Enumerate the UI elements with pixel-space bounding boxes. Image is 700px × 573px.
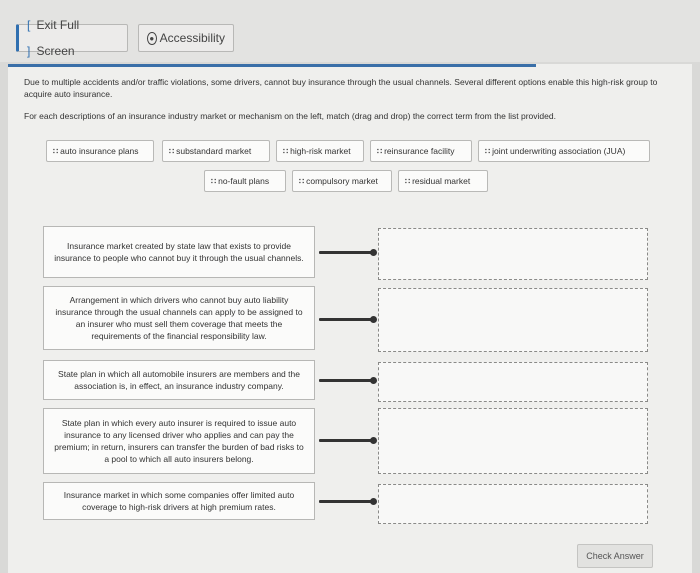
connector-line <box>319 251 375 254</box>
connector-line <box>319 379 375 382</box>
description-box: Insurance market in which some companies offer limited auto coverage to high-risk drivers at high premium rates. <box>43 482 315 520</box>
term-chip-residual-market[interactable]: ∷ residual market <box>398 170 488 192</box>
accessibility-icon: ● <box>147 32 157 45</box>
question-instructions: For each descriptions of an insurance industry market or mechanism on the left, match (drag and drop) the correct term from the list provided. <box>24 111 556 121</box>
drag-handle-icon: ∷ <box>169 147 174 156</box>
drag-handle-icon: ∷ <box>485 147 490 156</box>
description-box: Insurance market created by state law that exists to provide insurance to people who cannot buy it through the usual channels. <box>43 226 315 278</box>
drop-target-2[interactable] <box>378 288 648 352</box>
check-answer-button[interactable]: Check Answer <box>577 544 653 568</box>
drop-target-1[interactable] <box>378 228 648 280</box>
term-chip-auto-insurance-plans[interactable]: ∷ auto insurance plans <box>46 140 154 162</box>
drag-handle-icon: ∷ <box>211 177 216 186</box>
term-chip-reinsurance-facility[interactable]: ∷ reinsurance facility <box>370 140 472 162</box>
exit-full-screen-icon: [​] <box>27 18 31 58</box>
connector-line <box>319 318 375 321</box>
connector-line <box>319 439 375 442</box>
drag-handle-icon: ∷ <box>377 147 382 156</box>
drag-handle-icon: ∷ <box>283 147 288 156</box>
drop-target-5[interactable] <box>378 484 648 524</box>
progress-accent-bar <box>8 64 536 67</box>
term-chip-joint-underwriting-association[interactable]: ∷ joint underwriting association (JUA) <box>478 140 650 162</box>
question-intro: Due to multiple accidents and/or traffic violations, some drivers, cannot buy insurance through the usual channels. Several different options enable this high-risk group to acquire auto insurance. <box>24 77 658 99</box>
description-box: State plan in which all automobile insurers are members and the association is, in effect, an insurance industry company. <box>43 360 315 400</box>
drop-target-4[interactable] <box>378 408 648 474</box>
drag-handle-icon: ∷ <box>299 177 304 186</box>
question-panel <box>8 64 692 573</box>
accessibility-label: Accessibility <box>159 31 225 45</box>
drag-handle-icon: ∷ <box>53 147 58 156</box>
accessibility-button[interactable] <box>138 24 234 52</box>
connector-line <box>319 500 375 503</box>
term-chip-compulsory-market[interactable]: ∷ compulsory market <box>292 170 392 192</box>
drop-target-3[interactable] <box>378 362 648 402</box>
drag-handle-icon: ∷ <box>405 177 410 186</box>
exit-full-screen-button[interactable] <box>16 18 128 58</box>
term-chip-substandard-market[interactable]: ∷ substandard market <box>162 140 270 162</box>
term-chip-high-risk-market[interactable]: ∷ high-risk market <box>276 140 364 162</box>
description-box: State plan in which every auto insurer is required to issue auto insurance to any licensed driver who applies and can pay the premium; in return, insurers can transfer the burden of bad risks to a pool to which all auto insurers belong. <box>43 408 315 474</box>
term-chip-no-fault-plans[interactable]: ∷ no-fault plans <box>204 170 286 192</box>
top-toolbar <box>0 0 700 62</box>
description-box: Arrangement in which drivers who cannot buy auto liability insurance through the usual channels can apply to be assigned to an insurer who must sell them coverage that meets the requirements of the financial responsibility law. <box>43 286 315 350</box>
exit-full-screen-label: Exit Full Screen <box>36 18 80 58</box>
